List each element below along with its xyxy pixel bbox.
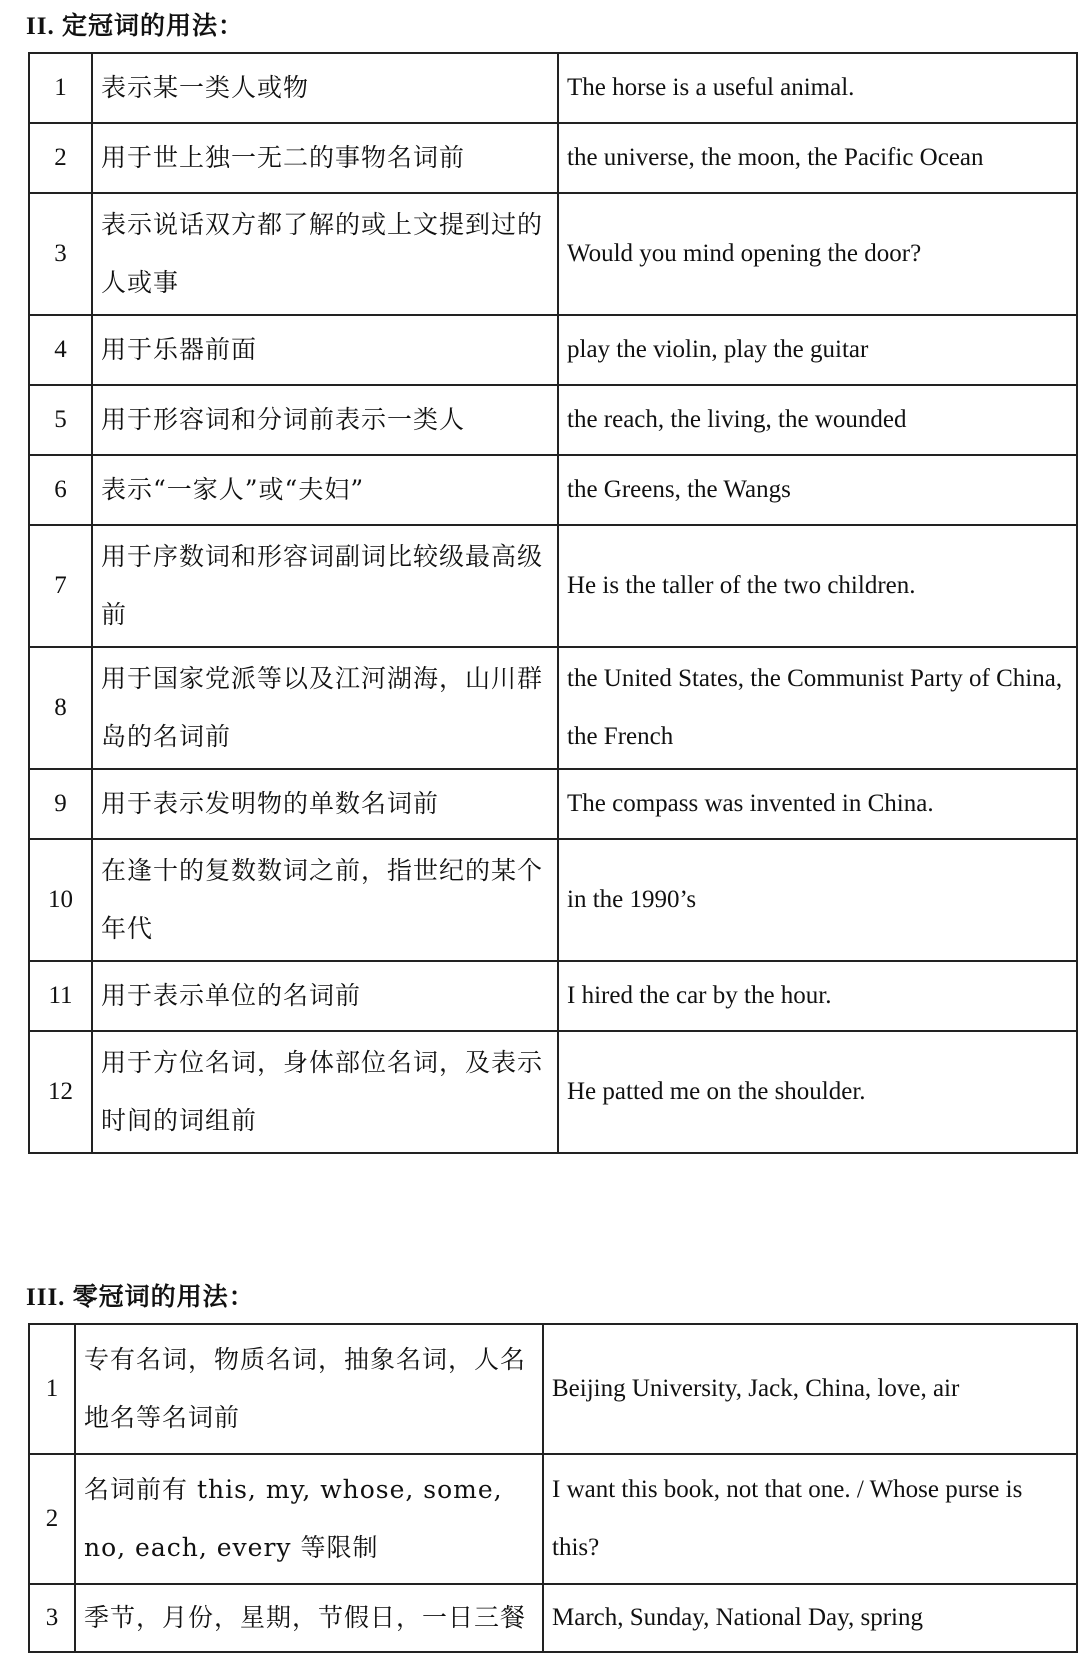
example-cell: the reach, the living, the wounded xyxy=(558,385,1077,455)
row-number: 10 xyxy=(29,839,92,961)
table-row xyxy=(29,839,1077,961)
row-number: 6 xyxy=(29,455,92,525)
table-row xyxy=(29,53,1077,123)
table-row xyxy=(29,769,1077,839)
section-2-heading: II. 定冠词的用法： xyxy=(26,13,244,40)
usage-cell: 季节，月份，星期，节假日，一日三餐 xyxy=(75,1584,543,1652)
table-row xyxy=(29,1031,1077,1153)
row-number: 2 xyxy=(29,1454,75,1584)
example-cell: March, Sunday, National Day, spring xyxy=(543,1584,1077,1652)
row-number: 2 xyxy=(29,123,92,193)
table-row xyxy=(29,1454,1077,1584)
example-cell: I hired the car by the hour. xyxy=(558,961,1077,1031)
usage-cell: 表示说话双方都了解的或上文提到过的人或事 xyxy=(92,193,558,315)
row-number: 9 xyxy=(29,769,92,839)
usage-cell: 名词前有 this, my, whose, some, no, each, every 等限制 xyxy=(75,1454,543,1584)
example-cell: He is the taller of the two children. xyxy=(558,525,1077,647)
row-number: 8 xyxy=(29,647,92,769)
table-row xyxy=(29,385,1077,455)
section-3-heading: III. 零冠词的用法： xyxy=(26,1284,255,1311)
row-number: 4 xyxy=(29,315,92,385)
row-number: 12 xyxy=(29,1031,92,1153)
table-row xyxy=(29,455,1077,525)
row-number: 7 xyxy=(29,525,92,647)
table-row xyxy=(29,961,1077,1031)
row-number: 3 xyxy=(29,193,92,315)
example-cell: Beijing University, Jack, China, love, air xyxy=(543,1324,1077,1454)
usage-cell: 在逢十的复数数词之前，指世纪的某个年代 xyxy=(92,839,558,961)
table-row xyxy=(29,525,1077,647)
example-cell: in the 1990’s xyxy=(558,839,1077,961)
example-cell: play the violin, play the guitar xyxy=(558,315,1077,385)
definite-article-table xyxy=(28,52,1078,1154)
row-number: 1 xyxy=(29,1324,75,1454)
table-row xyxy=(29,1324,1077,1454)
example-cell: the universe, the moon, the Pacific Ocean xyxy=(558,123,1077,193)
example-cell: I want this book, not that one. / Whose purse is this? xyxy=(543,1454,1077,1584)
usage-cell: 表示“一家人”或“夫妇” xyxy=(92,455,558,525)
example-cell: Would you mind opening the door? xyxy=(558,193,1077,315)
table-row xyxy=(29,193,1077,315)
row-number: 5 xyxy=(29,385,92,455)
row-number: 11 xyxy=(29,961,92,1031)
table-row xyxy=(29,123,1077,193)
table-row xyxy=(29,315,1077,385)
usage-cell: 用于序数词和形容词副词比较级最高级前 xyxy=(92,525,558,647)
usage-cell: 用于表示发明物的单数名词前 xyxy=(92,769,558,839)
usage-cell: 用于方位名词，身体部位名词，及表示时间的词组前 xyxy=(92,1031,558,1153)
example-cell: The compass was invented in China. xyxy=(558,769,1077,839)
usage-cell: 用于乐器前面 xyxy=(92,315,558,385)
zero-article-table xyxy=(28,1323,1078,1653)
example-cell: The horse is a useful animal. xyxy=(558,53,1077,123)
example-cell: He patted me on the shoulder. xyxy=(558,1031,1077,1153)
example-cell: the Greens, the Wangs xyxy=(558,455,1077,525)
usage-cell: 用于世上独一无二的事物名词前 xyxy=(92,123,558,193)
table-row xyxy=(29,1584,1077,1652)
row-number: 3 xyxy=(29,1584,75,1652)
usage-cell: 用于表示单位的名词前 xyxy=(92,961,558,1031)
usage-cell: 用于国家党派等以及江河湖海，山川群岛的名词前 xyxy=(92,647,558,769)
row-number: 1 xyxy=(29,53,92,123)
usage-cell: 用于形容词和分词前表示一类人 xyxy=(92,385,558,455)
usage-cell: 专有名词，物质名词，抽象名词，人名地名等名词前 xyxy=(75,1324,543,1454)
example-cell: the United States, the Communist Party of China, the French xyxy=(558,647,1077,769)
usage-cell: 表示某一类人或物 xyxy=(92,53,558,123)
table-row xyxy=(29,647,1077,769)
